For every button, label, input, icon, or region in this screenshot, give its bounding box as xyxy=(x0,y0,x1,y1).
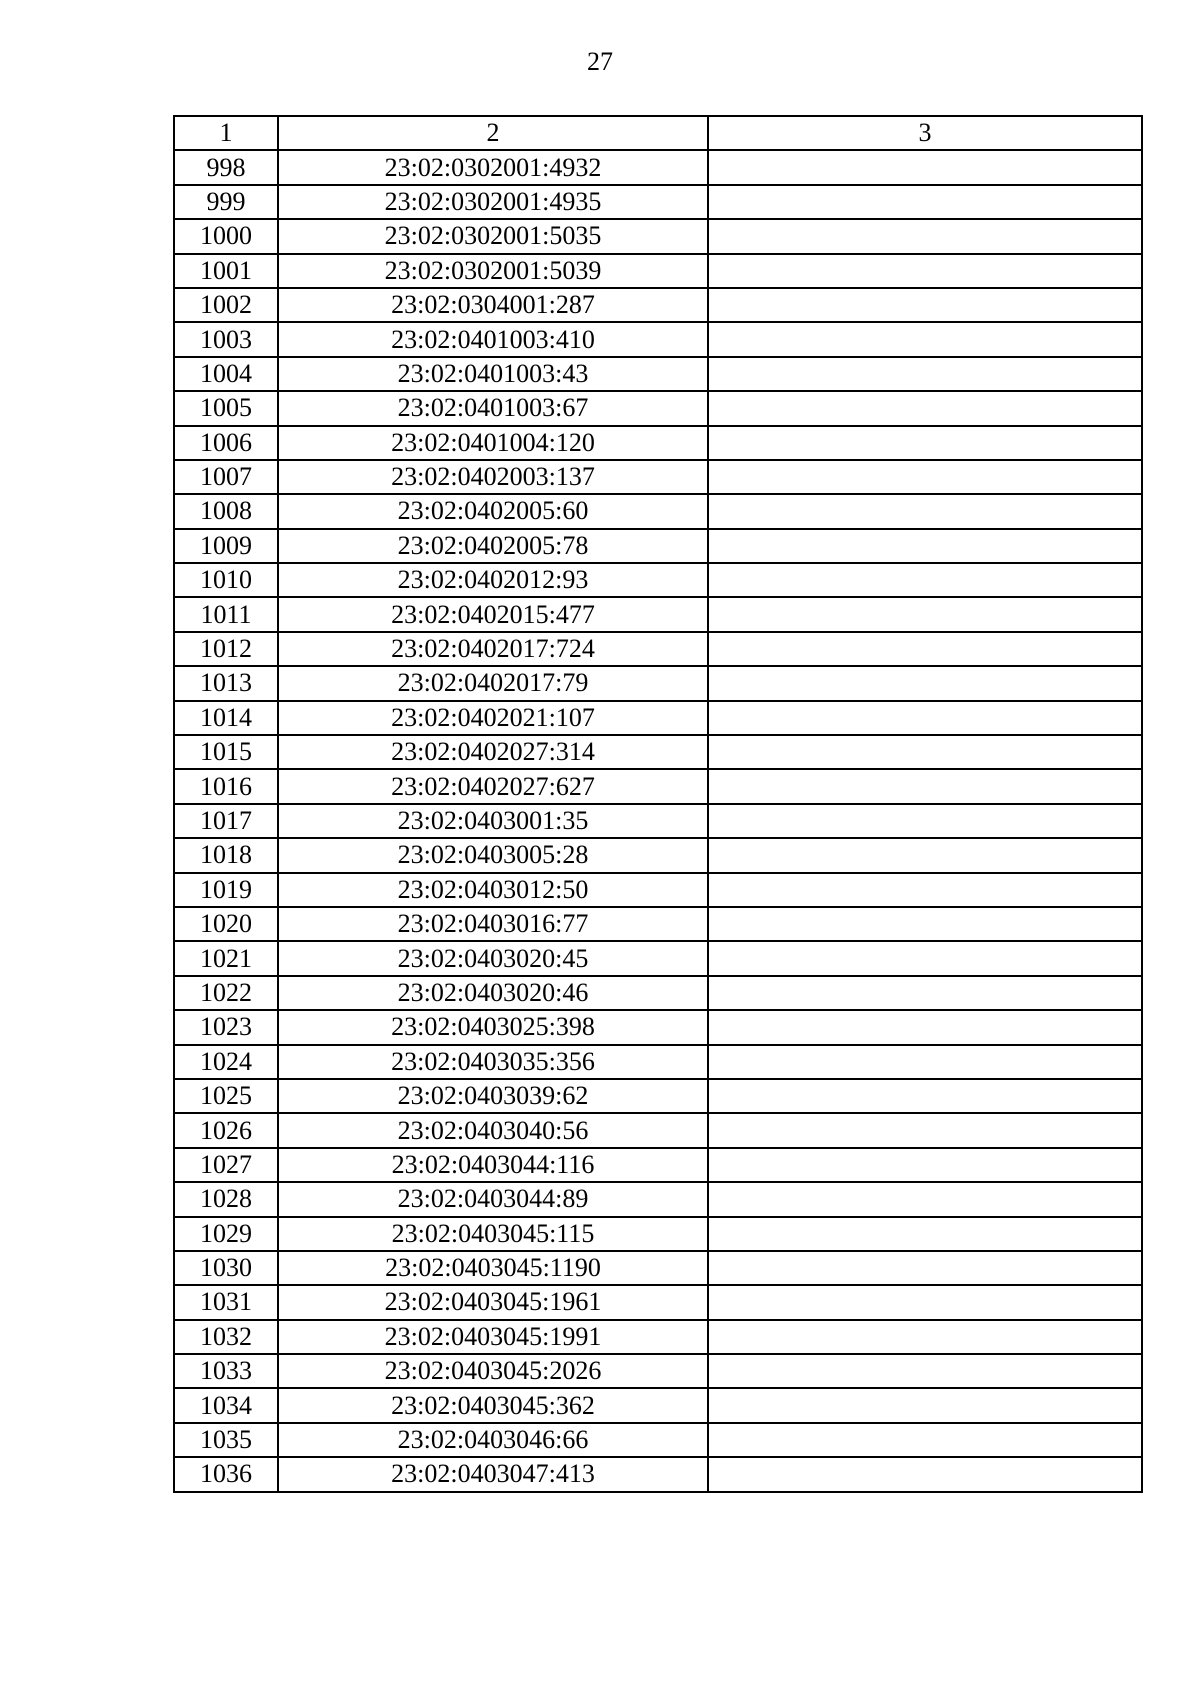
row-number-cell: 1033 xyxy=(174,1354,278,1388)
cadastral-number-cell: 23:02:0402003:137 xyxy=(278,460,708,494)
cadastral-number-cell: 23:02:0403045:1190 xyxy=(278,1251,708,1285)
table-row xyxy=(174,804,1142,838)
cadastral-number-cell: 23:02:0302001:4935 xyxy=(278,185,708,219)
cadastral-number-table xyxy=(173,115,1143,1493)
cadastral-number-cell: 23:02:0302001:4932 xyxy=(278,150,708,184)
cadastral-number-cell: 23:02:0402017:724 xyxy=(278,632,708,666)
cadastral-number-cell: 23:02:0403045:115 xyxy=(278,1217,708,1251)
note-cell xyxy=(708,288,1142,322)
note-cell xyxy=(708,804,1142,838)
table-row xyxy=(174,426,1142,460)
table-row xyxy=(174,1113,1142,1147)
note-cell xyxy=(708,1148,1142,1182)
note-cell xyxy=(708,1045,1142,1079)
cadastral-number-cell: 23:02:0403046:66 xyxy=(278,1423,708,1457)
row-number-cell: 1002 xyxy=(174,288,278,322)
table-row xyxy=(174,1217,1142,1251)
cadastral-number-cell: 23:02:0403045:1961 xyxy=(278,1285,708,1319)
row-number-cell: 1025 xyxy=(174,1079,278,1113)
cadastral-number-cell: 23:02:0401003:410 xyxy=(278,322,708,356)
table-row xyxy=(174,769,1142,803)
row-number-cell: 1035 xyxy=(174,1423,278,1457)
row-number-cell: 1030 xyxy=(174,1251,278,1285)
cadastral-number-cell: 23:02:0302001:5035 xyxy=(278,219,708,253)
note-cell xyxy=(708,666,1142,700)
header-row xyxy=(174,116,1142,150)
note-cell xyxy=(708,357,1142,391)
table-row xyxy=(174,460,1142,494)
table-row xyxy=(174,735,1142,769)
row-number-cell: 1020 xyxy=(174,907,278,941)
cadastral-number-cell: 23:02:0302001:5039 xyxy=(278,254,708,288)
table-header xyxy=(174,116,1142,150)
note-cell xyxy=(708,185,1142,219)
table-row xyxy=(174,873,1142,907)
row-number-cell: 1001 xyxy=(174,254,278,288)
cadastral-number-cell: 23:02:0403044:89 xyxy=(278,1182,708,1216)
cadastral-number-cell: 23:02:0403012:50 xyxy=(278,873,708,907)
table-row xyxy=(174,597,1142,631)
row-number-cell: 1004 xyxy=(174,357,278,391)
table-row xyxy=(174,288,1142,322)
row-number-cell: 1036 xyxy=(174,1457,278,1491)
row-number-cell: 1009 xyxy=(174,529,278,563)
row-number-cell: 1023 xyxy=(174,1010,278,1044)
note-cell xyxy=(708,907,1142,941)
note-cell xyxy=(708,632,1142,666)
row-number-cell: 1015 xyxy=(174,735,278,769)
note-cell xyxy=(708,460,1142,494)
cadastral-number-cell: 23:02:0403045:2026 xyxy=(278,1354,708,1388)
table-row xyxy=(174,838,1142,872)
table-row xyxy=(174,1182,1142,1216)
note-cell xyxy=(708,322,1142,356)
cadastral-number-cell: 23:02:0401003:43 xyxy=(278,357,708,391)
note-cell xyxy=(708,735,1142,769)
table-row xyxy=(174,494,1142,528)
table-row xyxy=(174,666,1142,700)
page-number: 27 xyxy=(587,47,613,76)
cadastral-number-cell: 23:02:0401003:67 xyxy=(278,391,708,425)
row-number-cell: 999 xyxy=(174,185,278,219)
note-cell xyxy=(708,1217,1142,1251)
note-cell xyxy=(708,426,1142,460)
cadastral-number-cell: 23:02:0402005:60 xyxy=(278,494,708,528)
row-number-cell: 1028 xyxy=(174,1182,278,1216)
note-cell xyxy=(708,941,1142,975)
cadastral-number-cell: 23:02:0402017:79 xyxy=(278,666,708,700)
table-row xyxy=(174,563,1142,597)
table-row xyxy=(174,185,1142,219)
row-number-cell: 1022 xyxy=(174,976,278,1010)
cadastral-number-cell: 23:02:0403001:35 xyxy=(278,804,708,838)
note-cell xyxy=(708,701,1142,735)
row-number-cell: 1018 xyxy=(174,838,278,872)
cadastral-number-cell: 23:02:0403035:356 xyxy=(278,1045,708,1079)
cadastral-number-cell: 23:02:0403045:1991 xyxy=(278,1320,708,1354)
table-row xyxy=(174,1045,1142,1079)
table-row xyxy=(174,529,1142,563)
table-row xyxy=(174,632,1142,666)
row-number-cell: 1013 xyxy=(174,666,278,700)
table-row xyxy=(174,219,1142,253)
table-row xyxy=(174,907,1142,941)
cadastral-number-cell: 23:02:0403005:28 xyxy=(278,838,708,872)
cadastral-number-cell: 23:02:0402027:314 xyxy=(278,735,708,769)
note-cell xyxy=(708,1354,1142,1388)
note-cell xyxy=(708,254,1142,288)
note-cell xyxy=(708,391,1142,425)
row-number-cell: 1029 xyxy=(174,1217,278,1251)
header-cell-col3: 3 xyxy=(708,116,1142,150)
cadastral-number-cell: 23:02:0403040:56 xyxy=(278,1113,708,1147)
table-row xyxy=(174,391,1142,425)
row-number-cell: 1010 xyxy=(174,563,278,597)
row-number-cell: 1012 xyxy=(174,632,278,666)
table-row xyxy=(174,322,1142,356)
header-cell-col1: 1 xyxy=(174,116,278,150)
note-cell xyxy=(708,976,1142,1010)
cadastral-number-cell: 23:02:0403020:46 xyxy=(278,976,708,1010)
row-number-cell: 1008 xyxy=(174,494,278,528)
table-row xyxy=(174,254,1142,288)
table-row xyxy=(174,1388,1142,1422)
cadastral-number-cell: 23:02:0403044:116 xyxy=(278,1148,708,1182)
note-cell xyxy=(708,838,1142,872)
note-cell xyxy=(708,219,1142,253)
table-row xyxy=(174,1457,1142,1491)
cadastral-number-cell: 23:02:0402021:107 xyxy=(278,701,708,735)
note-cell xyxy=(708,1423,1142,1457)
table-row xyxy=(174,1010,1142,1044)
note-cell xyxy=(708,1320,1142,1354)
note-cell xyxy=(708,1113,1142,1147)
cadastral-number-cell: 23:02:0403025:398 xyxy=(278,1010,708,1044)
table-row xyxy=(174,976,1142,1010)
cadastral-number-cell: 23:02:0403047:413 xyxy=(278,1457,708,1491)
cadastral-number-cell: 23:02:0403020:45 xyxy=(278,941,708,975)
cadastral-number-cell: 23:02:0403045:362 xyxy=(278,1388,708,1422)
table-row xyxy=(174,1285,1142,1319)
row-number-cell: 1016 xyxy=(174,769,278,803)
note-cell xyxy=(708,597,1142,631)
table-row xyxy=(174,941,1142,975)
row-number-cell: 1032 xyxy=(174,1320,278,1354)
row-number-cell: 1019 xyxy=(174,873,278,907)
table-body xyxy=(174,150,1142,1491)
cadastral-number-cell: 23:02:0401004:120 xyxy=(278,426,708,460)
row-number-cell: 1000 xyxy=(174,219,278,253)
table-row xyxy=(174,1079,1142,1113)
row-number-cell: 1017 xyxy=(174,804,278,838)
note-cell xyxy=(708,494,1142,528)
note-cell xyxy=(708,769,1142,803)
row-number-cell: 1026 xyxy=(174,1113,278,1147)
note-cell xyxy=(708,1285,1142,1319)
row-number-cell: 1007 xyxy=(174,460,278,494)
note-cell xyxy=(708,1182,1142,1216)
note-cell xyxy=(708,873,1142,907)
cadastral-number-cell: 23:02:0402027:627 xyxy=(278,769,708,803)
cadastral-number-cell: 23:02:0402015:477 xyxy=(278,597,708,631)
cadastral-number-cell: 23:02:0403039:62 xyxy=(278,1079,708,1113)
table-row xyxy=(174,150,1142,184)
row-number-cell: 1005 xyxy=(174,391,278,425)
cadastral-number-cell: 23:02:0403016:77 xyxy=(278,907,708,941)
table-row xyxy=(174,1251,1142,1285)
note-cell xyxy=(708,563,1142,597)
note-cell xyxy=(708,1251,1142,1285)
cadastral-number-cell: 23:02:0402012:93 xyxy=(278,563,708,597)
row-number-cell: 998 xyxy=(174,150,278,184)
table-row xyxy=(174,1320,1142,1354)
row-number-cell: 1034 xyxy=(174,1388,278,1422)
note-cell xyxy=(708,1388,1142,1422)
row-number-cell: 1021 xyxy=(174,941,278,975)
table-row xyxy=(174,1354,1142,1388)
note-cell xyxy=(708,1457,1142,1491)
table-row xyxy=(174,1148,1142,1182)
row-number-cell: 1003 xyxy=(174,322,278,356)
row-number-cell: 1024 xyxy=(174,1045,278,1079)
row-number-cell: 1027 xyxy=(174,1148,278,1182)
header-cell-col2: 2 xyxy=(278,116,708,150)
note-cell xyxy=(708,1079,1142,1113)
table-row xyxy=(174,701,1142,735)
row-number-cell: 1031 xyxy=(174,1285,278,1319)
note-cell xyxy=(708,1010,1142,1044)
table-row xyxy=(174,357,1142,391)
row-number-cell: 1014 xyxy=(174,701,278,735)
row-number-cell: 1006 xyxy=(174,426,278,460)
note-cell xyxy=(708,150,1142,184)
cadastral-number-cell: 23:02:0402005:78 xyxy=(278,529,708,563)
cadastral-number-cell: 23:02:0304001:287 xyxy=(278,288,708,322)
note-cell xyxy=(708,529,1142,563)
row-number-cell: 1011 xyxy=(174,597,278,631)
table-row xyxy=(174,1423,1142,1457)
